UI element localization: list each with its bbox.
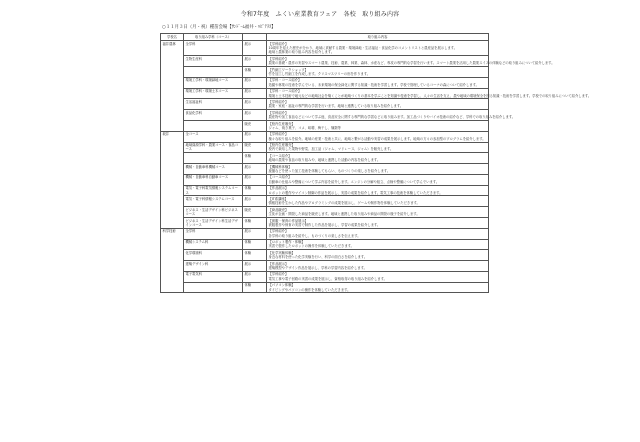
content-heading: 【IT系講座】 xyxy=(268,197,288,202)
content-heading: 【学科紹介】 xyxy=(268,99,289,104)
content-line: 農業・家庭・福祉の専門的な学習を行います。地域と連携している取り組みを紹介します。 xyxy=(268,104,404,109)
table-row xyxy=(161,196,489,207)
activity-type-cell: 販売 xyxy=(243,142,267,153)
table-row xyxy=(161,271,489,282)
table-header-row xyxy=(161,34,489,41)
content-line: 農業の基礎・農作の実習やスマート農業、技術、農業、林業、森林、水産など、専攻の専門的な学習を行います。スマート農業を活用した農業スイスの体験などの取り組みについて紹介します。 xyxy=(268,61,555,66)
school-name-cell: 福井農林 xyxy=(161,41,184,132)
department-cell xyxy=(184,282,243,293)
content-heading: 【コース紹介】 xyxy=(268,175,292,180)
content-heading: 【学科紹介】 xyxy=(268,229,289,234)
content-cell xyxy=(267,207,489,218)
content-heading: 【学科紹介】 xyxy=(268,56,289,61)
activity-type-cell: 展示 xyxy=(243,56,267,67)
content-line: 竹を加工し竹細工を作成します。クリスマスツリーの形を作ります。 xyxy=(268,71,371,76)
content-line: 様々な取り組みを紹介。地域の産業・技術と共に、地域と繋がる活動や実習の成果を展示します。地域の方々の参加型のプログラムを紹介します。 xyxy=(268,136,486,141)
content-cell xyxy=(267,88,592,99)
table-row xyxy=(161,110,489,121)
content-line: 電気工事や電子回路の実習の成果を展示し、資格取得の取り組みを紹介します。 xyxy=(268,276,387,281)
department-cell: ビジネス・生活デザイン科生活デザインコース xyxy=(184,217,243,228)
content-heading: 【校内生産販売】 xyxy=(268,143,295,148)
content-line: 各学科の取り組みを紹介し、ものづくりの楽しさを伝えます。 xyxy=(268,233,361,238)
content-heading: 【パソコン体験】 xyxy=(268,283,295,288)
activity-type-cell: 販売 xyxy=(243,207,267,218)
content-line: 10周年を迎えた歴史が分かり、地域に貢献する農業・環境緑地・生活福祉・食品化学のコメントリストと農産品を展示します。 xyxy=(268,46,457,51)
department-cell: 電気・電子科情報システムコース xyxy=(184,196,243,207)
content-cell xyxy=(267,261,489,272)
page-title: 令和7年度 ふくい産業教育フェア 各校 取り組み内容 xyxy=(240,11,400,18)
content-heading: 【学科紹介】 xyxy=(268,110,289,115)
content-cell xyxy=(267,185,489,196)
activity-type-cell: 展示 xyxy=(243,174,267,185)
content-line: 環境と土木技術で地元などの地域社会を築くことが地域づくりの基本を学ぶことを知識や技術を学習し、人々の生活を支え、農や地域の環境保全を図る知識・技術を学習します。学校での取り組みについて紹介します。 xyxy=(268,93,592,98)
activity-type-cell: 展示 xyxy=(243,99,267,110)
content-heading: 【学科・コース紹介】 xyxy=(268,78,302,83)
table-row xyxy=(161,217,489,228)
content-cell xyxy=(267,217,489,228)
department-cell: ビジネス・生活デザイン科ビジネスコース xyxy=(184,207,243,218)
content-cell xyxy=(267,164,489,175)
department-cell: 全学科 xyxy=(184,41,243,56)
content-line: ジャム、焼き菓子、コメ、味噌、梅干し、麺類等 xyxy=(268,125,341,130)
content-heading: 【作品展示】 xyxy=(268,261,289,266)
table-body xyxy=(161,41,592,293)
activity-type-cell: 展示 xyxy=(243,228,267,239)
table-row xyxy=(161,56,489,67)
content-line: 実習で製作したロボットの操作を体験していただきます。 xyxy=(268,244,354,249)
department-cell: 環境工学科・環境土木コース xyxy=(184,88,243,99)
table-row xyxy=(161,120,489,131)
activity-type-cell: 展示 xyxy=(243,41,267,56)
department-cell xyxy=(184,67,243,78)
content-heading: 【化学実験体験】 xyxy=(268,250,295,255)
content-heading: 【コース紹介】 xyxy=(268,153,292,158)
content-cell xyxy=(267,174,489,185)
content-cell xyxy=(267,282,489,293)
activity-type-cell: 体験 xyxy=(243,67,267,78)
activity-type-cell: 展示 xyxy=(243,196,267,207)
header-dept: 取り組み学科（コース） xyxy=(184,34,243,41)
table-row xyxy=(161,261,489,272)
department-cell: 機械・自動車科機械コース xyxy=(184,164,243,175)
content-line: 地域と農林業の取り組み内容を紹介します。 xyxy=(268,50,335,55)
activity-type-cell: 体験 xyxy=(243,153,267,164)
activity-type-cell: 体験 xyxy=(243,217,267,228)
activity-type-cell: 体験 xyxy=(243,185,267,196)
activity-type-cell: 展示 xyxy=(243,261,267,272)
content-cell xyxy=(267,271,489,282)
table-row xyxy=(161,77,489,88)
content-cell xyxy=(267,142,489,153)
content-cell xyxy=(267,250,489,261)
event-subtitle: ○１１月３日（月・祝）種苗会場【ｻﾝﾄﾞｰﾑ福井・ﾊﾋﾟﾃﾗｽ】 xyxy=(162,25,276,30)
department-cell: 化学環境科 xyxy=(184,250,243,261)
table-row xyxy=(161,142,489,153)
header-content: 取り組み内容 xyxy=(267,34,489,41)
content-heading: 【学科紹介】 xyxy=(268,132,289,137)
activity-type-cell: 体験 xyxy=(243,239,267,250)
content-cell xyxy=(267,239,489,250)
content-heading: 【竹細工ワークショップ】 xyxy=(268,67,309,72)
activity-type-cell: 展示 xyxy=(243,131,267,142)
content-cell xyxy=(267,77,489,88)
department-cell xyxy=(184,153,243,164)
header-kind xyxy=(243,34,267,41)
content-line: 建築模型やデザイン作品を展示し、学科の学習内容を紹介します。 xyxy=(268,266,367,270)
content-line: 地域の農業や食品の取り組みや、地域と連携した活動の内容を紹介します。 xyxy=(268,158,381,163)
content-line: 被服製作や保育の実習で制作した作品を展示し、学習の成果を紹介します。 xyxy=(268,222,381,227)
content-line: 情報技術を生かした作品やプログラミングの成果を展示し、ゲームや制作物を体験していただきます。 xyxy=(268,201,420,206)
content-line: 造園や林業の技術を学んでいる、未来環境の保全緑化に関する知識・技術を学習します。学校で管理しているコーナの森について紹介します。 xyxy=(268,82,479,87)
department-cell: 機械システム科 xyxy=(184,239,243,250)
content-cell xyxy=(267,228,489,239)
content-heading: 【学科・コース紹介】 xyxy=(268,89,302,94)
table-row xyxy=(161,174,489,185)
department-cell xyxy=(184,120,243,131)
content-line: 自動車の仕組みや整備について学ぶ内容を紹介します。エンジンの分解や組立、点検や整備について学んでいます。 xyxy=(268,179,440,184)
department-cell: 生活福祉科 xyxy=(184,99,243,110)
content-line: 生徒が企画・開発した商品を販売します。地域と連携した取り組みや商品の開発の様子を紹介します。 xyxy=(268,212,420,217)
department-cell: 電気・電子科電気情報システムコース xyxy=(184,185,243,196)
content-heading: 【商品販売】 xyxy=(268,207,289,212)
header-school: 学校名 xyxy=(161,34,184,41)
department-cell: 機械・自動車科自動車コース xyxy=(184,174,243,185)
table-row xyxy=(161,239,489,250)
content-heading: 【学科紹介】 xyxy=(268,41,289,46)
content-line: 身近な材料を使った化学実験を行い、科学の面白さを紹介します。 xyxy=(268,255,368,260)
table-row xyxy=(161,282,489,293)
activity-type-cell: 販売 xyxy=(243,120,267,131)
department-cell: 食品化学科 xyxy=(184,110,243,121)
school-name-cell: 科学技術 xyxy=(161,228,184,293)
department-cell: 地域資源学科・農業コース・食品コース xyxy=(184,142,243,153)
content-line: 旋盤などを使った加工技術を体験してもらい、ものづくりの楽しさを紹介します。 xyxy=(268,168,391,173)
table-row xyxy=(161,41,489,56)
table-row xyxy=(161,228,489,239)
content-cell xyxy=(267,110,516,121)
content-heading: 【作品展示】 xyxy=(268,186,289,191)
content-cell xyxy=(267,196,489,207)
school-name-cell: 坂井 xyxy=(161,131,184,228)
content-cell xyxy=(267,153,489,164)
activity-type-cell: 展示 xyxy=(243,110,267,121)
content-line: 農産物や加工食品などについて学ぶ他、食品安全に関する専門的な学習などに取り組みます。加工品づくりやバイオ技術の紹介など、学科での取り組みを紹介します。 xyxy=(268,115,516,120)
department-cell: 建築デザイン科 xyxy=(184,261,243,272)
content-heading: 【被服・保育の作品展示】 xyxy=(268,218,309,223)
table-row xyxy=(161,185,489,196)
table-row xyxy=(161,131,489,142)
activity-type-cell: 展示 xyxy=(243,164,267,175)
table-row xyxy=(161,164,489,175)
events-table xyxy=(160,33,592,293)
content-line: ロボットの製作やマイコン制御の作品を展示し、実習の成果を紹介します。電気工事の技術を体験していただきます。 xyxy=(268,190,443,195)
department-cell: 生物生産科 xyxy=(184,56,243,67)
activity-type-cell: 展示 xyxy=(243,88,267,99)
content-cell xyxy=(267,41,489,56)
department-cell: 電子電気科 xyxy=(184,271,243,282)
activity-type-cell: 展示 xyxy=(243,271,267,282)
content-cell xyxy=(267,131,489,142)
content-heading: 【学科紹介】 xyxy=(268,272,289,277)
activity-type-cell: 展示 xyxy=(243,77,267,88)
content-cell xyxy=(267,67,489,78)
content-line: タイピングやパソコンの操作を体験していただきます。 xyxy=(268,287,351,292)
table-row xyxy=(161,88,489,99)
table-row xyxy=(161,250,489,261)
activity-type-cell: 体験 xyxy=(243,250,267,261)
department-cell: 環境工学科・環境緑地コース xyxy=(184,77,243,88)
department-cell: 全学科 xyxy=(184,228,243,239)
content-line: 校内で栽培した果物や野菜、加工品（ジャム、マドレーヌ、ジャム）を販売します。 xyxy=(268,147,394,152)
content-heading: 【機械科体験】 xyxy=(268,164,292,169)
table-row xyxy=(161,207,489,218)
content-cell xyxy=(267,99,489,110)
activity-type-cell: 体験 xyxy=(243,282,267,293)
content-cell xyxy=(267,120,489,131)
content-cell xyxy=(267,56,555,67)
table-row xyxy=(161,153,489,164)
content-heading: 【校内生産販売】 xyxy=(268,121,295,126)
table-row xyxy=(161,99,489,110)
table-row xyxy=(161,67,489,78)
department-cell: 全コース xyxy=(184,131,243,142)
content-heading: 【ロボット製作・体験】 xyxy=(268,240,305,245)
